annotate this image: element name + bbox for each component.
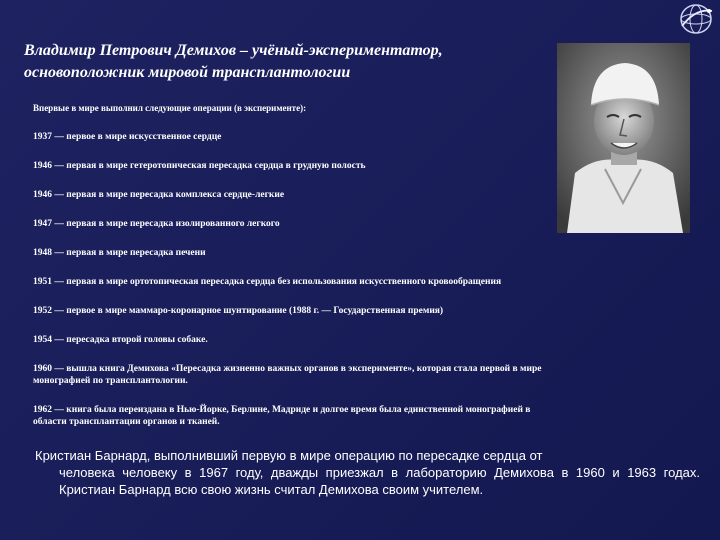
globe-icon	[676, 2, 716, 36]
list-item: 1962 — книга была переиздана в Нью-Йорке, Берлине, Мадриде и долгое время была единственной монографией в области трансплантации органов и тканей.	[33, 405, 531, 427]
list-item: 1947 — первая в мире пересадка изолированного легкого	[33, 219, 280, 229]
barnard-line-rest: человека человеку в 1967 году, дважды приезжал в лабораторию Демихова в 1960 и 1963 годах. Кристиан Барнард всю свою жизнь считал Демихова своим учителем.	[59, 465, 700, 497]
list-item: 1954 — пересадка второй головы собаке.	[33, 335, 208, 345]
list-item: 1951 — первая в мире ортотопическая пересадка сердца без использования искусственного кровообращения	[33, 277, 502, 287]
list-item: 1937 — первое в мире искусственное сердце	[33, 132, 222, 142]
title-line-1: Владимир Петрович Демихов – учёный-экспериментатор,	[24, 42, 443, 59]
list-item: 1960 — вышла книга Демихова «Пересадка жизненно важных органов в эксперименте», которая стала первой в мире монографией по трансплантологии.	[33, 364, 542, 386]
list-item: 1948 — первая в мире пересадка печени	[33, 248, 206, 258]
list-item: 1952 — первое в мире маммаро-коронарное шунтирование (1988 г. — Государственная премия)	[33, 306, 444, 316]
list-item: 1946 — первая в мире гетеротопическая пересадка сердца в грудную полость	[33, 161, 366, 171]
slide-title	[24, 40, 544, 84]
list-item: 1946 — первая в мире пересадка комплекса сердце-легкие	[33, 190, 285, 200]
barnard-paragraph	[35, 447, 700, 498]
barnard-line-1: Кристиан Барнард, выполнивший первую в мире операцию по пересадке сердца от	[35, 448, 543, 463]
title-line-2: основоположник мировой трансплантологии	[24, 64, 351, 81]
intro-text: Впервые в мире выполнил следующие операции (в эксперименте):	[33, 103, 307, 113]
